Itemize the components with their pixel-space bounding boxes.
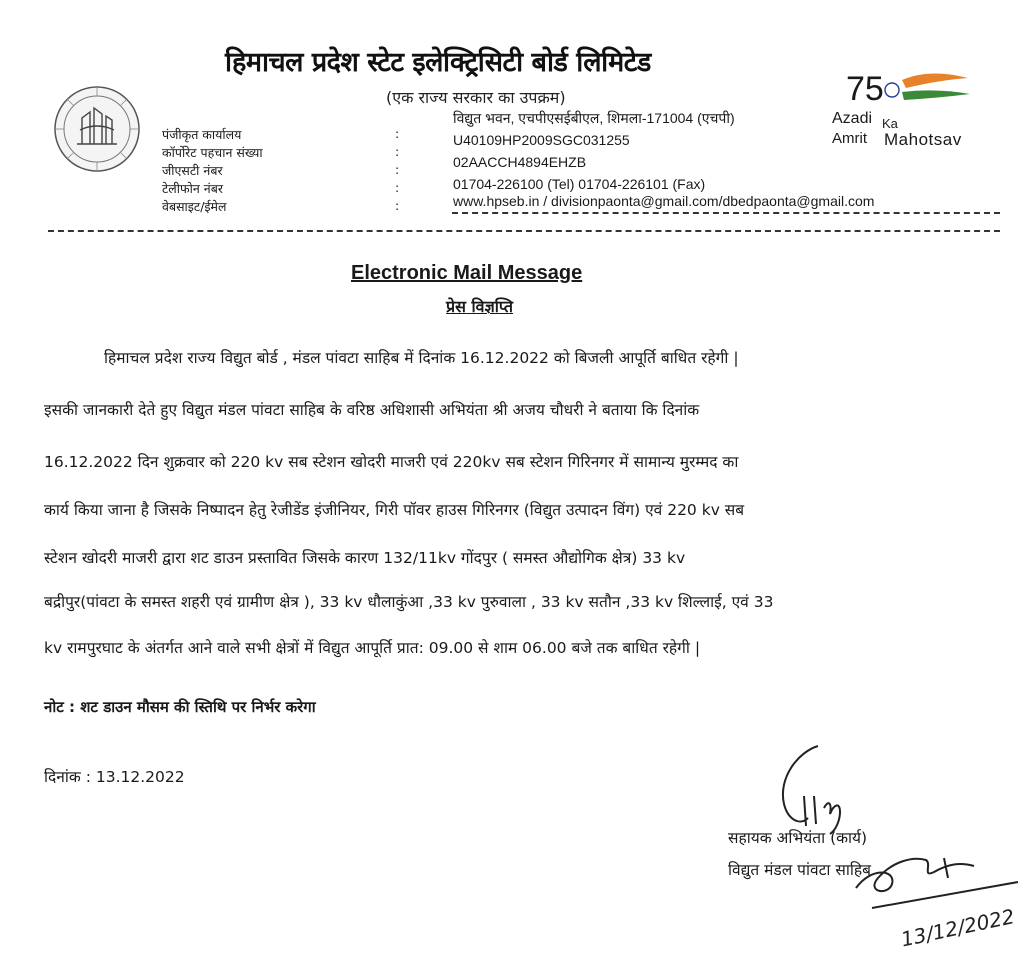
info-label: वेबसाइट/ईमेल <box>162 199 227 214</box>
electronic-mail-heading: Electronic Mail Message <box>351 262 583 284</box>
info-colon: : <box>395 144 400 159</box>
info-value: विद्युत भवन, एचपीएसईबीएल, शिमला-171004 (एचपी) <box>453 110 735 126</box>
signatory-office: विद्युत मंडल पांवटा साहिब <box>728 861 871 879</box>
azadi-word: Azadi <box>832 110 873 127</box>
handwritten-date-signature <box>852 848 1024 948</box>
info-label: टेलीफोन नंबर <box>162 181 223 196</box>
header-rule-lower <box>48 230 1000 232</box>
info-colon: : <box>395 126 400 141</box>
signature-scribble-icon <box>770 738 880 838</box>
shutdown-note: नोट : शट डाउन मौसम की स्तिथि पर निर्भर करेगा <box>44 698 316 716</box>
info-label: पंजीकृत कार्यालय <box>162 127 242 142</box>
info-label: कॉर्पोरेट पहचान संख्या <box>162 145 263 160</box>
info-value: www.hpseb.in / divisionpaonta@gmail.com/dbedpaonta@gmail.com <box>453 193 875 209</box>
body-line: 16.12.2022 दिन शुक्रवार को 220 kv सब स्टेशन खोदरी माजरी एवं 220kv सब स्टेशन गिरिनगर में सामान्य मुरम्मद का <box>44 453 739 471</box>
organisation-subtitle: (एक राज्य सरकार का उपक्रम) <box>386 88 566 107</box>
header-rule-upper <box>452 212 1000 214</box>
info-label: जीएसटी नंबर <box>162 163 223 178</box>
organisation-title: हिमाचल प्रदेश स्टेट इलेक्ट्रिसिटी बोर्ड लिमिटेड <box>225 47 651 78</box>
body-line: हिमाचल प्रदेश राज्य विद्युत बोर्ड , मंडल पांवटा साहिब में दिनांक 16.12.2022 को बिजली आपूर्ति बाधित रहेगी | <box>104 349 739 367</box>
handwritten-date: 13/12/2022 <box>898 904 1017 948</box>
azadi-75-number: 75 <box>846 70 884 108</box>
mahotsav-word: Mahotsav <box>884 130 962 149</box>
info-colon: : <box>395 198 400 213</box>
body-line: kv रामपुरघाट के अंतर्गत आने वाले सभी क्षेत्रों में विद्युत आपूर्ति प्रात: 09.00 से शाम 06.00 बजे तक बाधित रहेगी | <box>44 639 701 657</box>
amrit-word: Amrit <box>832 130 867 147</box>
body-line: इसकी जानकारी देते हुए विद्युत मंडल पांवटा साहिब के वरिष्ठ अधिशासी अभियंता श्री अजय चौधरी ने बताया कि दिनांक <box>44 401 700 419</box>
info-colon: : <box>395 162 400 177</box>
body-line: बद्रीपुर(पांवटा के समस्त शहरी एवं ग्रामीण क्षेत्र ), 33 kv धौलाकुंआ ,33 kv पुरुवाला , 33 kv सतौन ,33 kv शिल्लाई, एवं 33 <box>44 593 774 611</box>
press-release-heading: प्रेस विज्ञप्ति <box>446 297 513 316</box>
body-line: स्टेशन खोदरी माजरी द्वारा शट डाउन प्रस्तावित जिसके कारण 132/11kv गोंदपुर ( समस्त औद्योगिक क्षेत्र) 33 kv <box>44 549 686 567</box>
release-date: दिनांक : 13.12.2022 <box>44 768 185 786</box>
ka-word: Ka <box>882 116 898 131</box>
body-line: कार्य किया जाना है जिसके निष्पादन हेतु रेजीडेंड इंजीनियर, गिरी पॉवर हाउस गिरिनगर (विद्युत उत्पादन विंग) एवं 220 kv सब <box>44 501 745 519</box>
info-value: 02AACCH4894EHZB <box>453 154 587 170</box>
info-value: 01704-226100 (Tel) 01704-226101 (Fax) <box>453 176 706 192</box>
info-value: U40109HP2009SGC031255 <box>453 132 630 148</box>
signatory-designation: सहायक अभियंता (कार्य) <box>728 829 868 847</box>
azadi-75-emblem-icon <box>840 68 990 110</box>
info-colon: : <box>395 180 400 195</box>
info-row-website-email <box>0 193 1024 218</box>
